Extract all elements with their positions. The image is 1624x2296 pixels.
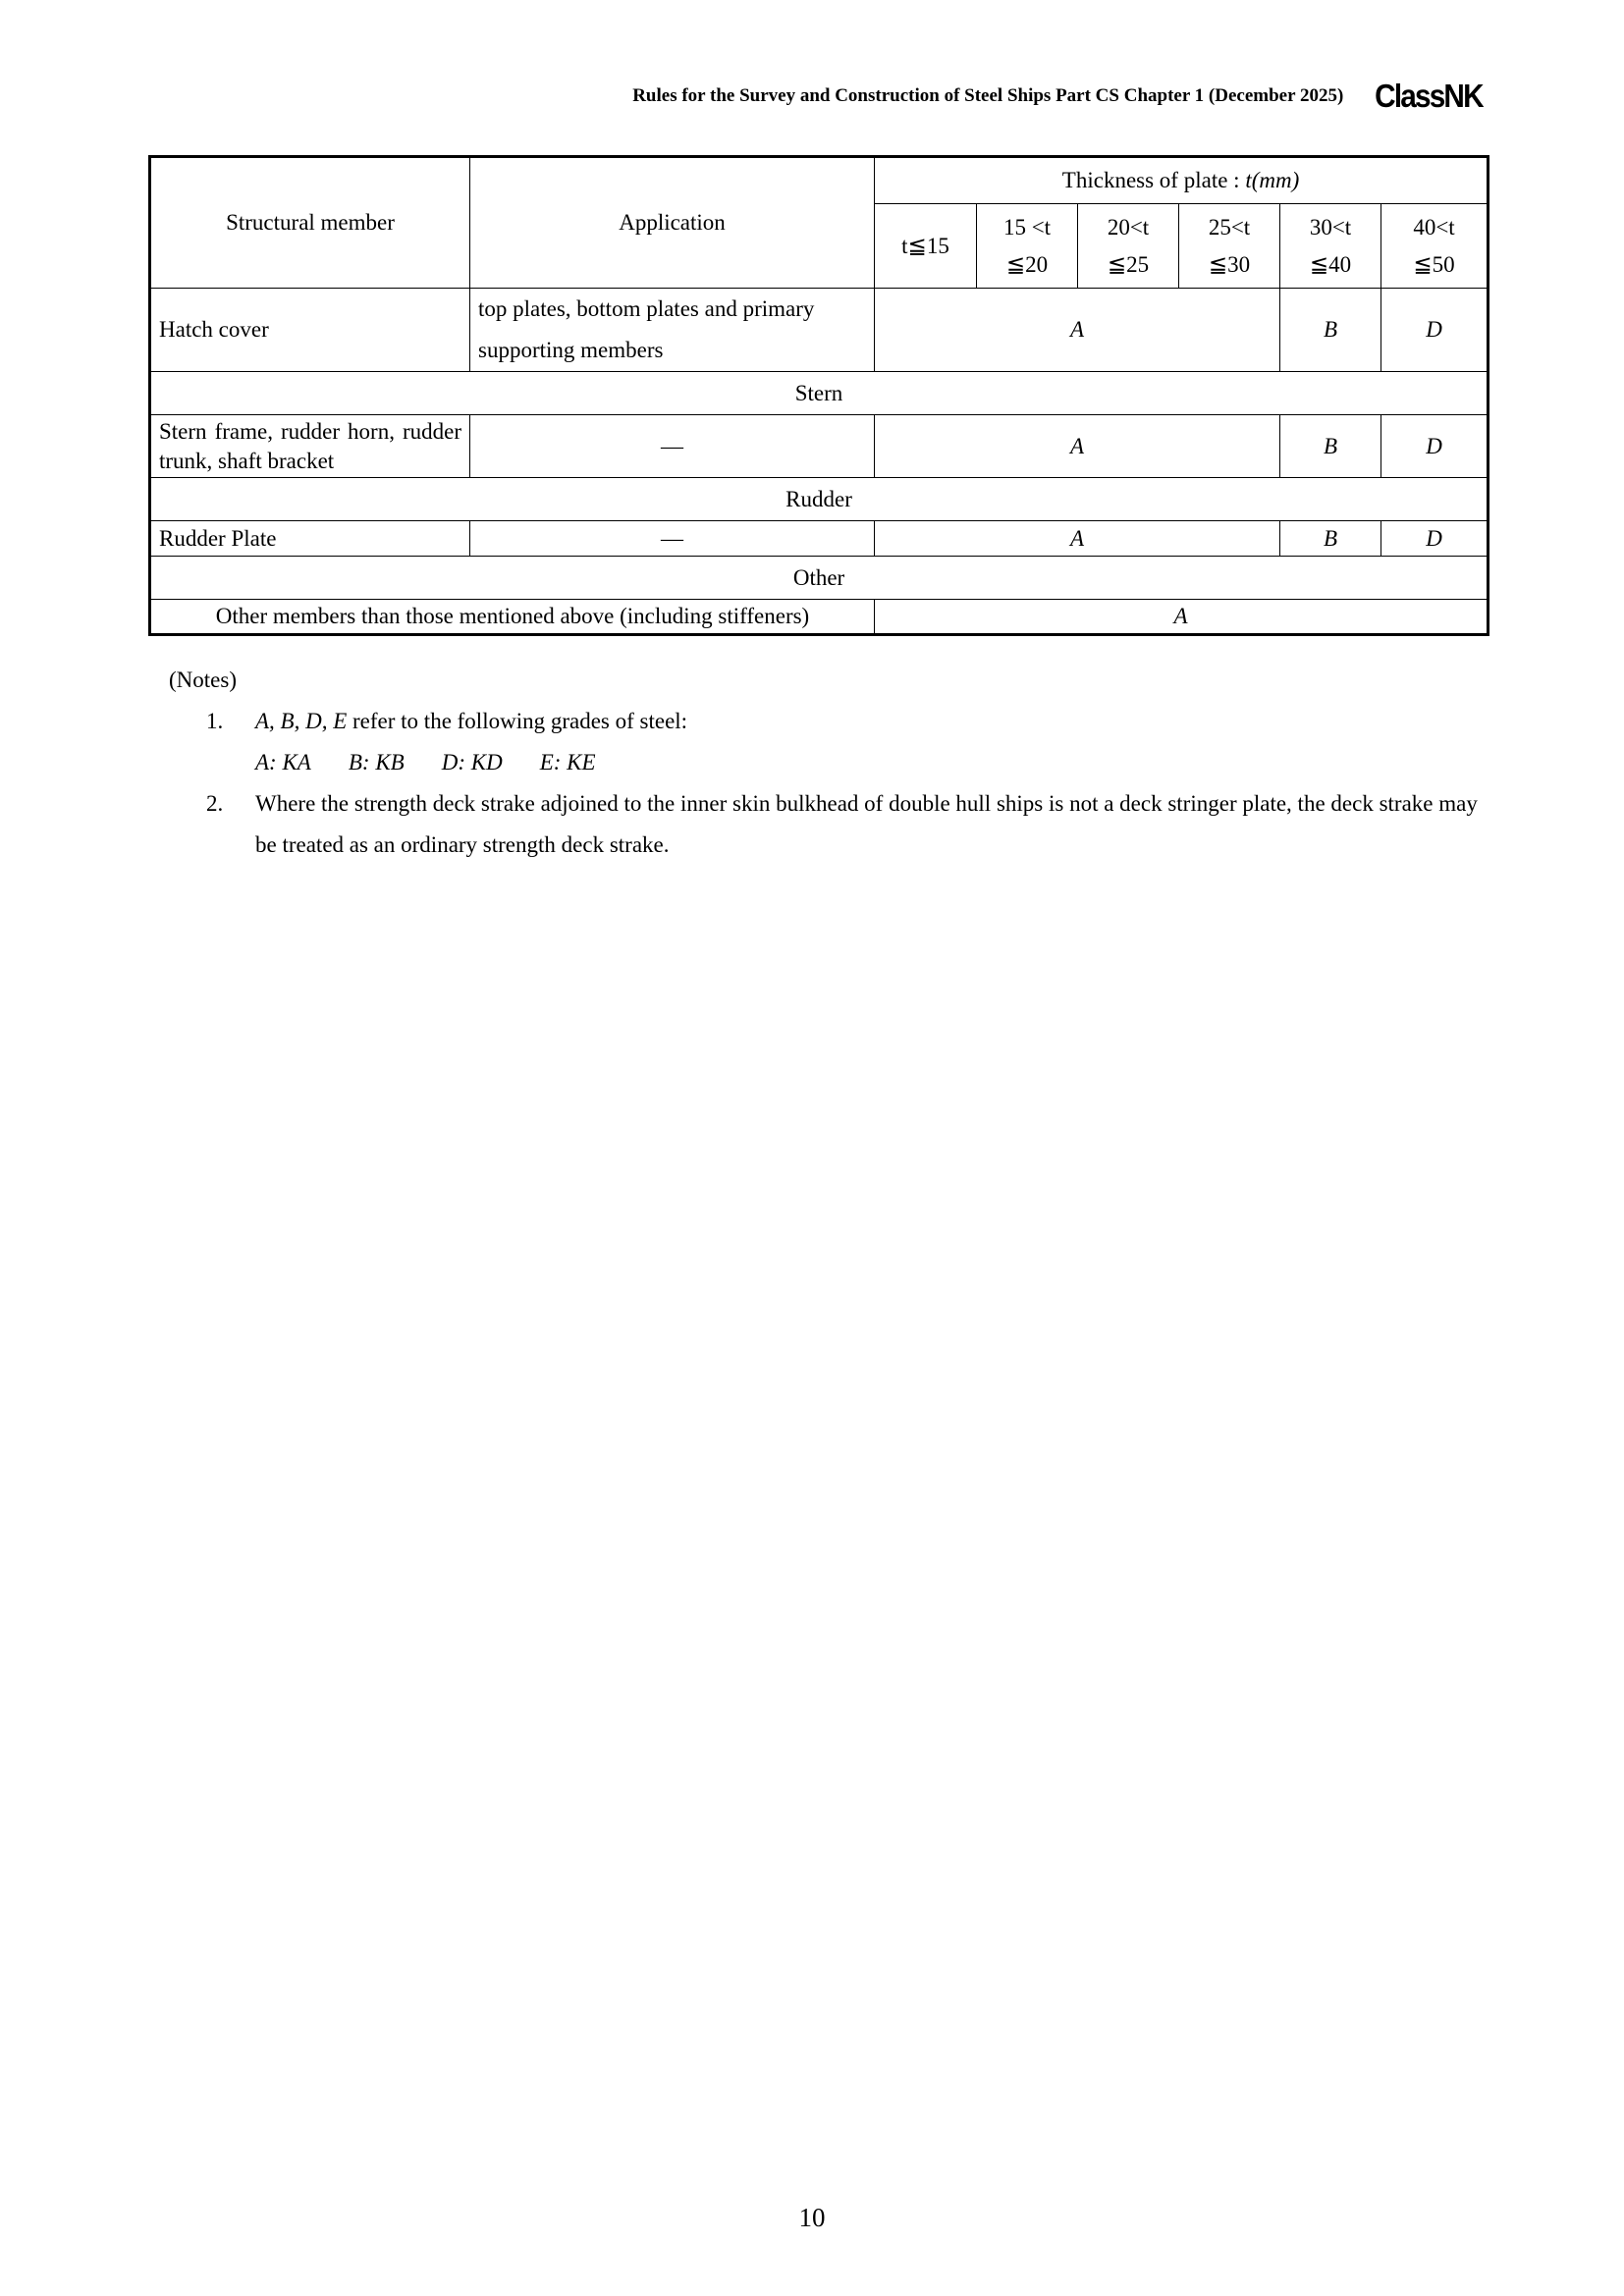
application-cell: — xyxy=(470,521,875,557)
note-1-grade-list xyxy=(169,742,1485,783)
member-cell: Hatch cover xyxy=(150,289,470,372)
grade-item: D: KD xyxy=(441,750,503,774)
grade-a-cell: A xyxy=(875,600,1489,635)
grade-list xyxy=(255,742,1485,783)
grade-item: E: KE xyxy=(539,750,596,774)
section-label: Rudder xyxy=(150,478,1489,521)
grade-a-cell: A xyxy=(875,415,1280,478)
page-number: 10 xyxy=(798,2203,826,2232)
section-label: Other xyxy=(150,557,1489,600)
section-row-rudder xyxy=(150,478,1489,521)
member-cell: Other members than those mentioned above (including stiffeners) xyxy=(150,600,875,635)
range-4: 25<t ≦30 xyxy=(1179,204,1280,289)
notes-section xyxy=(169,660,1485,866)
application-cell: top plates, bottom plates and primary supporting members xyxy=(470,289,875,372)
header-structural-member: Structural member xyxy=(150,157,470,289)
table-row-other-members xyxy=(150,600,1489,635)
grade-a-cell: A xyxy=(875,521,1280,557)
grade-d-cell: D xyxy=(1381,415,1489,478)
grade-item: B: KB xyxy=(348,750,405,774)
note-number: 2. xyxy=(206,791,224,816)
section-label: Stern xyxy=(150,372,1489,415)
range-3: 20<t ≦25 xyxy=(1078,204,1179,289)
header-thickness xyxy=(875,157,1489,204)
thickness-label: Thickness of plate : xyxy=(1061,168,1246,192)
member-cell: Stern frame, rudder horn, rudder trunk, shaft bracket xyxy=(150,415,470,478)
range-2: 15 <t ≦20 xyxy=(977,204,1078,289)
note-2 xyxy=(169,783,1485,866)
note-text: A, B, D, E refer to the following grades of steel: xyxy=(255,709,688,733)
grade-item: A: KA xyxy=(255,750,311,774)
steel-grade-table xyxy=(148,155,1489,636)
grade-a-cell: A xyxy=(875,289,1280,372)
range-1: t≦15 xyxy=(875,204,977,289)
classnk-logo: ClassNK xyxy=(1375,78,1483,114)
range-5: 30<t ≦40 xyxy=(1280,204,1381,289)
grade-b-cell: B xyxy=(1280,521,1381,557)
note-text: Where the strength deck strake adjoined to the inner skin bulkhead of double hull ships is not a deck stringer plate, the deck strake may be treated as an ordinary strength deck strake. xyxy=(255,791,1478,857)
notes-heading: (Notes) xyxy=(169,667,237,692)
section-row-other xyxy=(150,557,1489,600)
range-6: 40<t ≦50 xyxy=(1381,204,1489,289)
note-number: 1. xyxy=(206,709,224,733)
table-row-stern-frame xyxy=(150,415,1489,478)
table-row-hatch-cover xyxy=(150,289,1489,372)
page-header xyxy=(147,77,1483,116)
application-cell: — xyxy=(470,415,875,478)
grade-b-cell: B xyxy=(1280,289,1381,372)
grade-b-cell: B xyxy=(1280,415,1381,478)
table-row-rudder-plate xyxy=(150,521,1489,557)
section-row-stern xyxy=(150,372,1489,415)
header-application: Application xyxy=(470,157,875,289)
document-title: Rules for the Survey and Construction of Steel Ships Part CS Chapter 1 (December 2025) xyxy=(632,85,1344,106)
grade-d-cell: D xyxy=(1381,521,1489,557)
grade-d-cell: D xyxy=(1381,289,1489,372)
note-1 xyxy=(169,701,1485,742)
member-cell: Rudder Plate xyxy=(150,521,470,557)
grade-letters: A, B, D, E xyxy=(255,709,348,733)
thickness-variable: t(mm) xyxy=(1245,168,1300,192)
table-header-row xyxy=(150,157,1489,204)
